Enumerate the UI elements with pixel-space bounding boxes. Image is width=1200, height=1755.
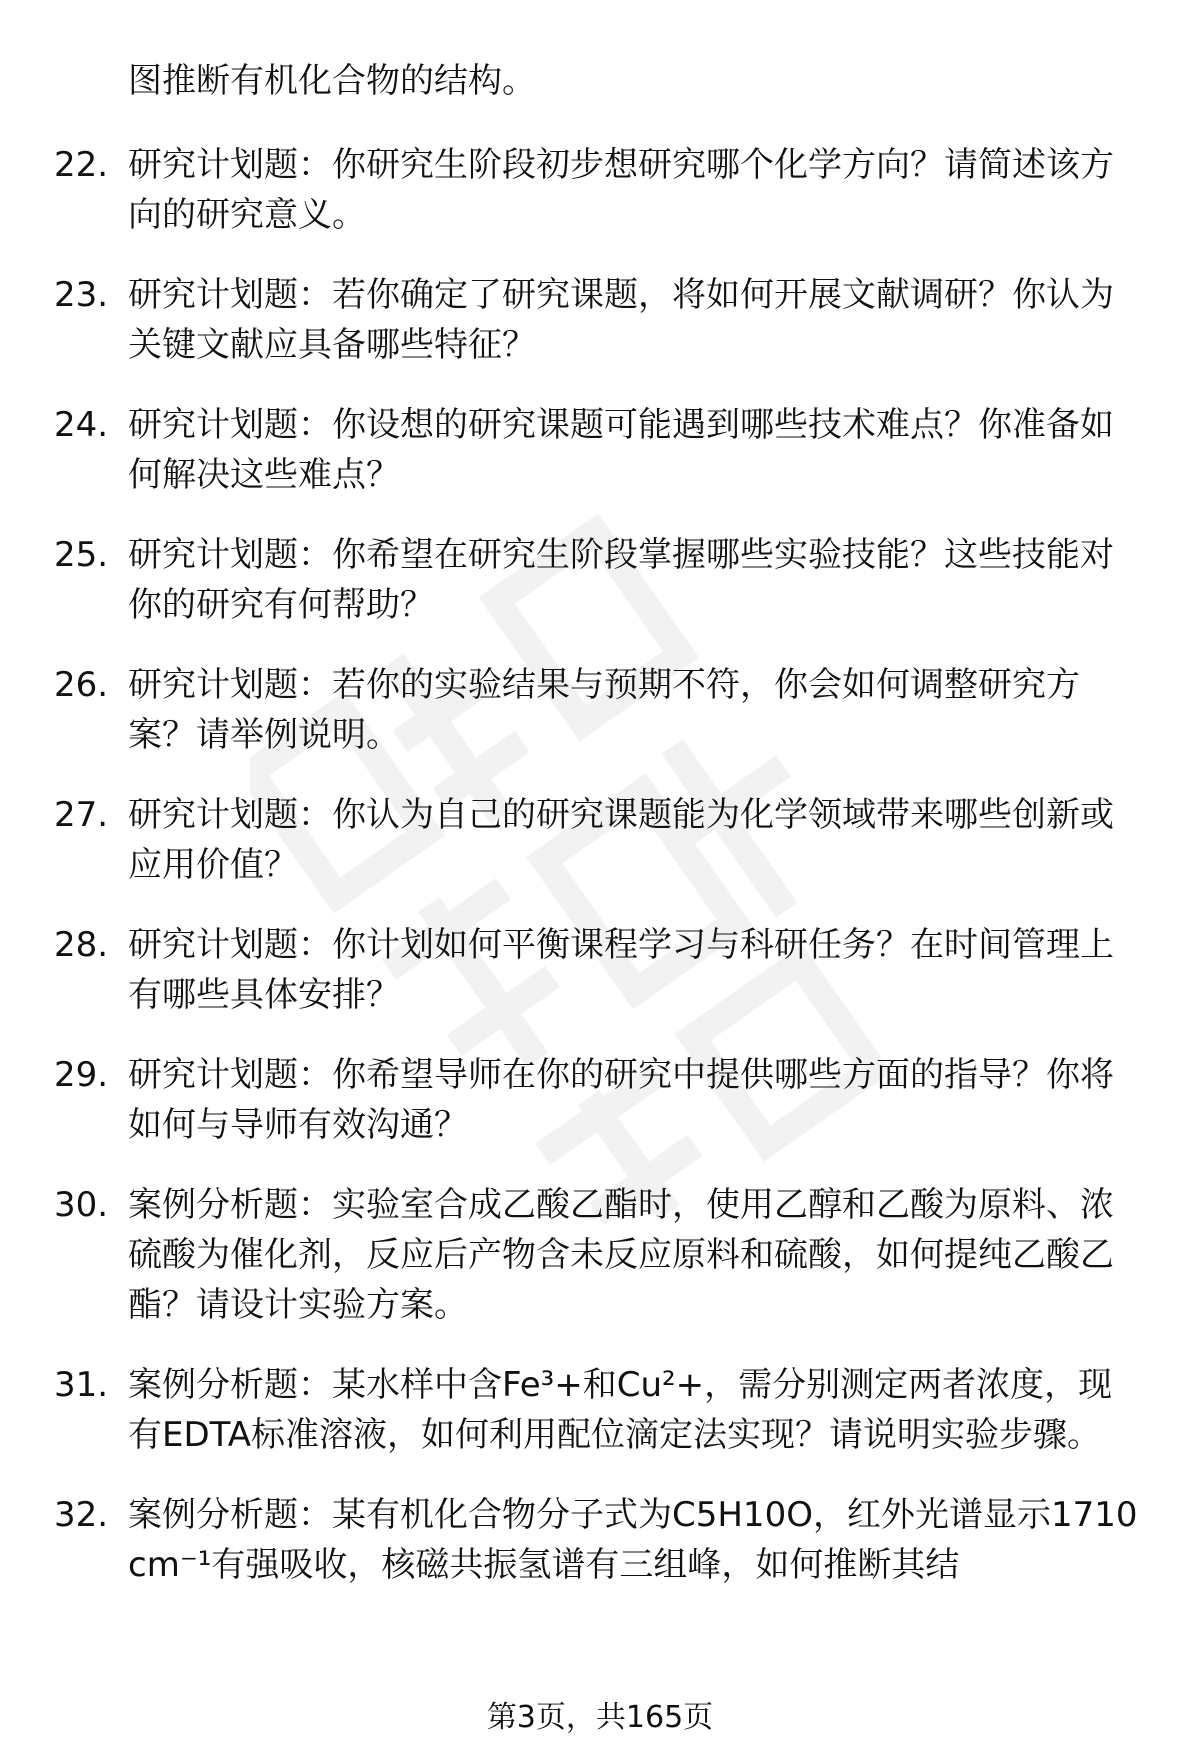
question-list	[0, 56, 1200, 1620]
question-text: 研究计划题：若你的实验结果与预期不符，你会如何调整研究方案？请举例说明。	[128, 665, 1080, 755]
question-text: 图推断有机化合物的结构。	[128, 61, 536, 101]
list-item	[0, 790, 1200, 890]
question-number: 29.	[54, 1055, 109, 1095]
question-text: 案例分析题：某水样中含Fe³+和Cu²+，需分别测定两者浓度，现有EDTA标准溶液，如何利用配位滴定法实现？请说明实验步骤。	[128, 1365, 1113, 1455]
question-number: 31.	[54, 1365, 109, 1405]
question-number: 22.	[54, 145, 109, 185]
question-text: 研究计划题：你认为自己的研究课题能为化学领域带来哪些创新或应用价值？	[128, 795, 1114, 885]
list-item	[0, 140, 1200, 240]
question-text: 研究计划题：你希望在研究生阶段掌握哪些实验技能？这些技能对你的研究有何帮助？	[128, 535, 1114, 625]
list-item	[0, 1050, 1200, 1150]
list-item	[0, 920, 1200, 1020]
list-item	[0, 1360, 1200, 1460]
question-text: 研究计划题：若你确定了研究课题，将如何开展文献调研？你认为关键文献应具备哪些特征？	[128, 275, 1114, 365]
question-number: 24.	[54, 405, 109, 445]
list-item	[0, 530, 1200, 630]
question-number: 28.	[54, 925, 109, 965]
list-item	[0, 400, 1200, 500]
question-number: 23.	[54, 275, 109, 315]
question-text: 研究计划题：你计划如何平衡课程学习与科研任务？在时间管理上有哪些具体安排？	[128, 925, 1114, 1015]
list-item	[0, 1180, 1200, 1330]
question-number: 27.	[54, 795, 109, 835]
question-number: 32.	[54, 1495, 109, 1535]
question-number: 25.	[54, 535, 109, 575]
question-text: 研究计划题：你希望导师在你的研究中提供哪些方面的指导？你将如何与导师有效沟通？	[128, 1055, 1114, 1145]
page-number-footer: 第3页，共165页	[486, 1700, 714, 1735]
question-text: 研究计划题：你设想的研究课题可能遇到哪些技术难点？你准备如何解决这些难点？	[128, 405, 1114, 495]
list-item	[0, 660, 1200, 760]
question-text: 案例分析题：某有机化合物分子式为C5H10O，红外光谱显示1710cm⁻¹有强吸收，核磁共振氢谱有三组峰，如何推断其结	[128, 1495, 1138, 1585]
list-item	[0, 270, 1200, 370]
question-text: 研究计划题：你研究生阶段初步想研究哪个化学方向？请简述该方向的研究意义。	[128, 145, 1114, 235]
question-number: 26.	[54, 665, 109, 705]
list-item	[0, 1490, 1200, 1590]
question-number: 30.	[54, 1185, 109, 1225]
list-item-continuation	[0, 56, 1200, 106]
question-text: 案例分析题：实验室合成乙酸乙酯时，使用乙醇和乙酸为原料、浓硫酸为催化剂，反应后产物含未反应原料和硫酸，如何提纯乙酸乙酯？请设计实验方案。	[128, 1185, 1114, 1325]
